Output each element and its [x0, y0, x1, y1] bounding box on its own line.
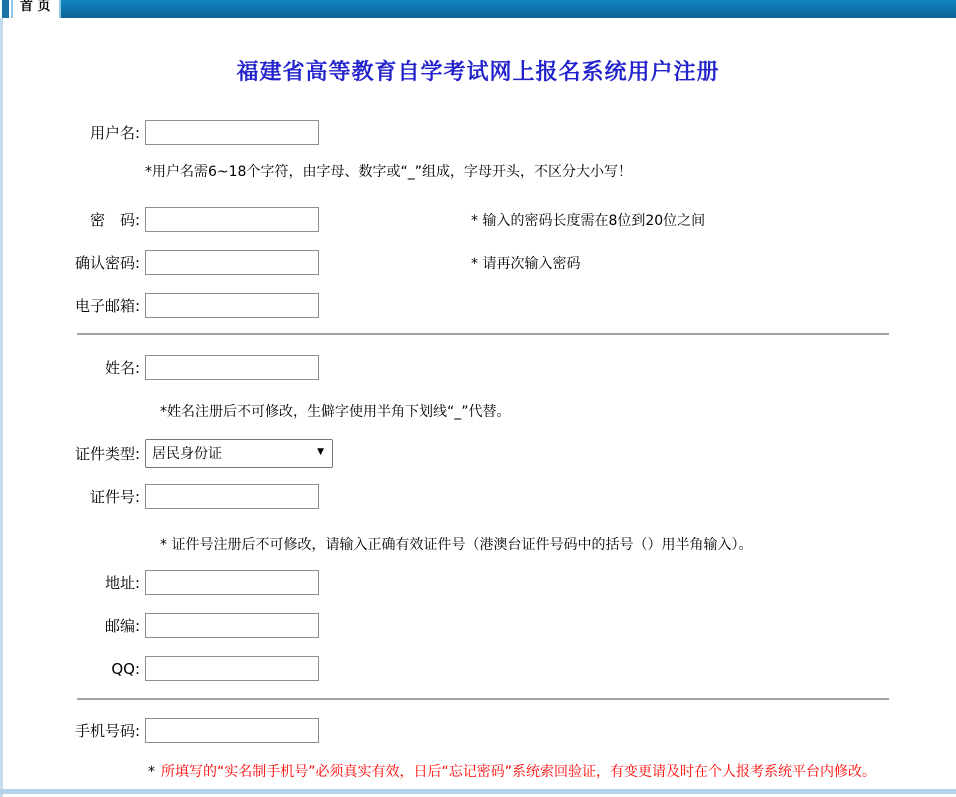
mobile-input[interactable]: [145, 718, 319, 743]
password-row: [0, 207, 956, 232]
password-rule-note: * 输入的密码长度需在8位到20位之间: [471, 212, 706, 229]
confirm-password-note: * 请再次输入密码: [471, 255, 581, 272]
username-rule-note: *用户名需6~18个字符，由字母、数字或“_”组成，字母开头，不区分大小写！: [145, 164, 632, 180]
page-title: 福建省高等教育自学考试网上报名系统用户注册: [236, 59, 720, 85]
mobile-warning-text: 所填写的“实名制手机号”必须真实有效，日后“忘记密码”系统索回验证，有变更请及时在个人报考系统平台内修改。: [161, 764, 877, 780]
username-label: 用户名:: [89, 124, 140, 142]
qq-row: [0, 656, 956, 681]
id-number-row: [0, 484, 956, 509]
tab-home[interactable]: [13, 0, 59, 18]
confirm-password-row: [0, 250, 956, 275]
id-type-label: 证件类型:: [74, 445, 140, 463]
username-row: [0, 120, 956, 145]
email-row: [0, 293, 956, 318]
section-divider: [77, 698, 889, 700]
id-type-select[interactable]: [145, 439, 333, 468]
mobile-row: [0, 718, 956, 743]
confirm-password-input[interactable]: [145, 250, 319, 275]
window-frame-left-edge: [0, 18, 3, 797]
postal-code-row: [0, 613, 956, 638]
mobile-label: 手机号码:: [74, 722, 140, 740]
id-type-row: [0, 439, 956, 468]
id-number-label: 证件号:: [89, 488, 140, 506]
address-label: 地址:: [104, 574, 140, 592]
password-label: 密 码:: [89, 211, 140, 229]
email-input[interactable]: [145, 293, 319, 318]
name-rule-note: *姓名注册后不可修改，生僻字使用半角下划线“_”代替。: [160, 404, 511, 420]
email-label: 电子邮箱:: [74, 297, 140, 315]
postal-code-input[interactable]: [145, 613, 319, 638]
mobile-warning-note: [148, 763, 956, 782]
id-number-rule-note: * 证件号注册后不可修改，请输入正确有效证件号（港澳台证件号码中的括号（）用半角输入）。: [160, 537, 753, 553]
id-type-select-wrap: [145, 439, 333, 468]
confirm-password-label: 确认密码:: [74, 254, 140, 272]
tab-bar-accent-block: [2, 0, 9, 18]
qq-input[interactable]: [145, 656, 319, 681]
top-tab-bar: [0, 0, 956, 18]
mobile-warning-asterisk: *: [148, 764, 155, 780]
name-input[interactable]: [145, 355, 319, 380]
postal-code-label: 邮编:: [104, 617, 140, 635]
id-number-input[interactable]: [145, 484, 319, 509]
registration-form: [0, 120, 956, 782]
qq-label: QQ:: [111, 659, 140, 678]
chevron-down-icon: ▼: [317, 447, 324, 457]
name-label: 姓名:: [104, 359, 140, 377]
section-divider: [77, 333, 889, 335]
password-input[interactable]: [145, 207, 319, 232]
name-row: [0, 355, 956, 380]
window-frame-bottom-edge: [0, 789, 956, 794]
address-row: [0, 570, 956, 595]
tab-bar-fill: [61, 0, 956, 18]
username-input[interactable]: [145, 120, 319, 145]
tab-home-label: 首 页: [20, 0, 51, 14]
address-input[interactable]: [145, 570, 319, 595]
